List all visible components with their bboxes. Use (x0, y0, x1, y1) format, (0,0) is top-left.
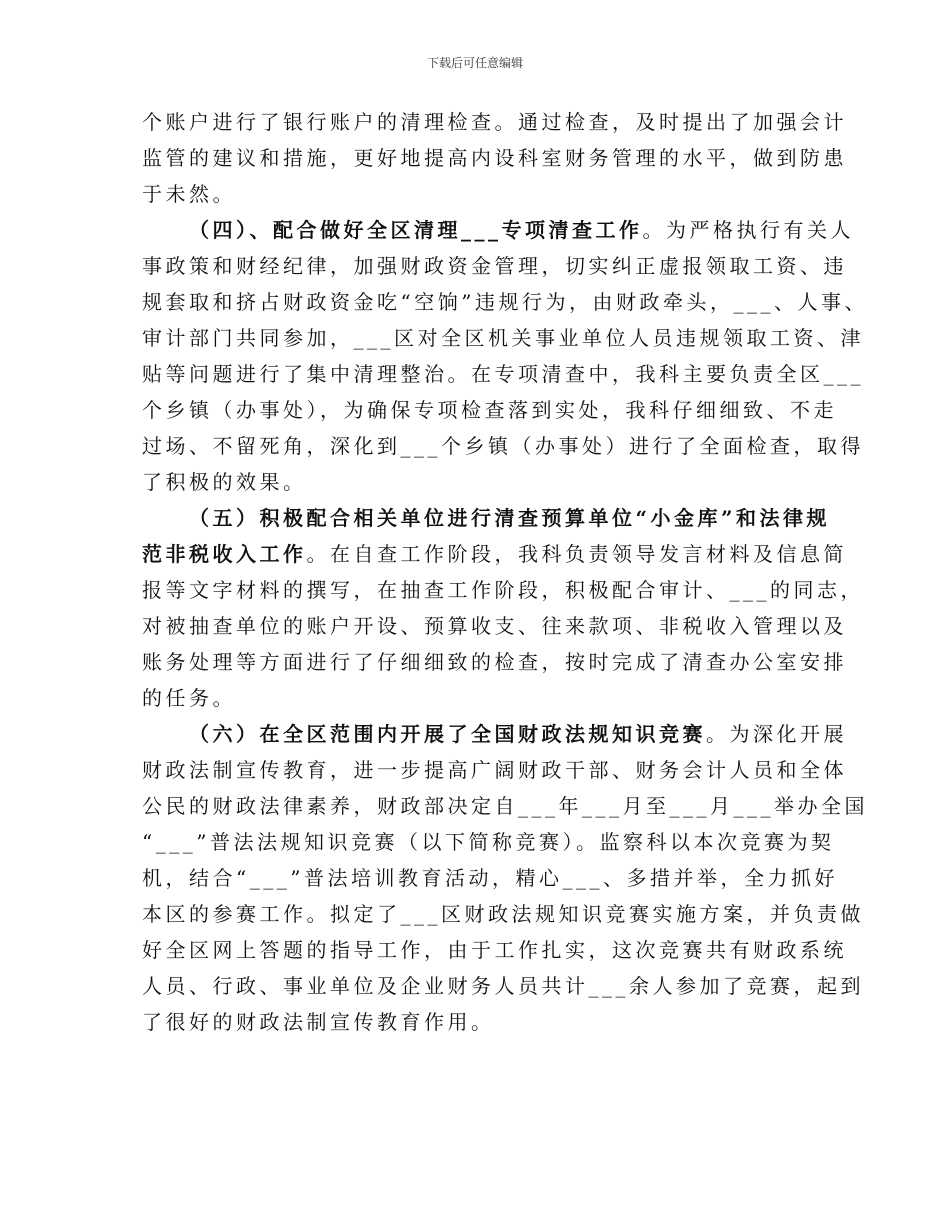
paragraph-line: 报等文字材料的撰写，在抽查工作阶段，积极配合审计、___的同志， (142, 578, 864, 602)
paragraph-1 (142, 104, 847, 212)
paragraph-line: 了很好的财政法制宣传教育作用。 (142, 1010, 495, 1034)
paragraph-2 (142, 212, 868, 500)
paragraph-line: 监管的建议和措施，更好地提高内设科室财务管理的水平，做到防患 (142, 146, 847, 170)
paragraph-line: 。在自查工作阶段，我科负责领导发言材料及信息简 (306, 542, 847, 566)
paragraph-line: 本区的参赛工作。拟定了___区财政法规知识竞赛实施方案，并负责做 (142, 902, 864, 926)
paragraph-line: 的任务。 (142, 686, 236, 710)
paragraph-first-line (142, 716, 847, 752)
paragraph-line: 财政法制宣传教育，进一步提高广阔财政干部、财务会计人员和全体 (142, 758, 847, 782)
document-body (142, 104, 868, 1040)
section-heading-5: （五）积极配合相关单位进行清查预算单位“小金库”和法律规 (189, 506, 831, 530)
section-heading-6: （六）在全区范围内开展了全国财政法规知识竞赛 (189, 722, 706, 746)
paragraph-line: 审计部门共同参加，___区对全区机关事业单位人员违规领取工资、津 (142, 326, 864, 350)
paragraph-line: 贴等问题进行了集中清理整治。在专项清查中，我科主要负责全区___ (142, 362, 864, 386)
paragraph-line: 过场、不留死角，深化到___个乡镇（办事处）进行了全面检查，取得 (142, 434, 864, 458)
paragraph-4 (142, 716, 868, 1040)
paragraph-line: 个乡镇（办事处），为确保专项检查落到实处，我科仔细细致、不走 (142, 398, 837, 422)
section-heading-4: （四）、配合做好全区清理___专项清查工作 (189, 218, 643, 242)
paragraph-3 (142, 500, 864, 716)
paragraph-line: “___”普法法规知识竞赛（以下简称竞赛）。监察科以本次竞赛为契 (142, 830, 835, 854)
paragraph-line: 了积极的效果。 (142, 470, 307, 494)
paragraph-line: 规套取和挤占财政资金吃“空饷”违规行为，由财政牵头，___、人事、 (142, 290, 868, 314)
paragraph-first-line (142, 212, 854, 248)
page-header: 下载后可任意编辑 (426, 56, 523, 70)
paragraph-line: 账务处理等方面进行了仔细细致的检查，按时完成了清查办公室安排 (142, 650, 847, 674)
paragraph-line: 个账户进行了银行账户的清理检查。通过检查，及时提出了加强会计 (142, 110, 847, 134)
paragraph-first-line (142, 536, 847, 572)
paragraph-line: 。为深化开展 (706, 722, 847, 746)
section-heading-5-cont: 范非税收入工作 (142, 542, 307, 566)
paragraph-line: 好全区网上答题的指导工作，由于工作扎实，这次竞赛共有财政系统 (142, 938, 847, 962)
paragraph-line: 公民的财政法律素养，财政部决定自___年___月至___月___举办全国 (142, 794, 868, 818)
paragraph-line: 人员、行政、事业单位及企业财务人员共计___余人参加了竞赛，起到 (142, 974, 864, 998)
paragraph-line: 。为严格执行有关人 (642, 218, 854, 242)
paragraph-line: 机，结合“___”普法培训教育活动，精心___、多措并举，全力抓好 (142, 866, 838, 890)
paragraph-line: 于未然。 (142, 182, 236, 206)
paragraph-line: 对被抽查单位的账户开设、预算收支、往来款项、非税收入管理以及 (142, 614, 847, 638)
paragraph-line: 事政策和财经纪律，加强财政资金管理，切实纠正虚报领取工资、违 (142, 254, 847, 278)
